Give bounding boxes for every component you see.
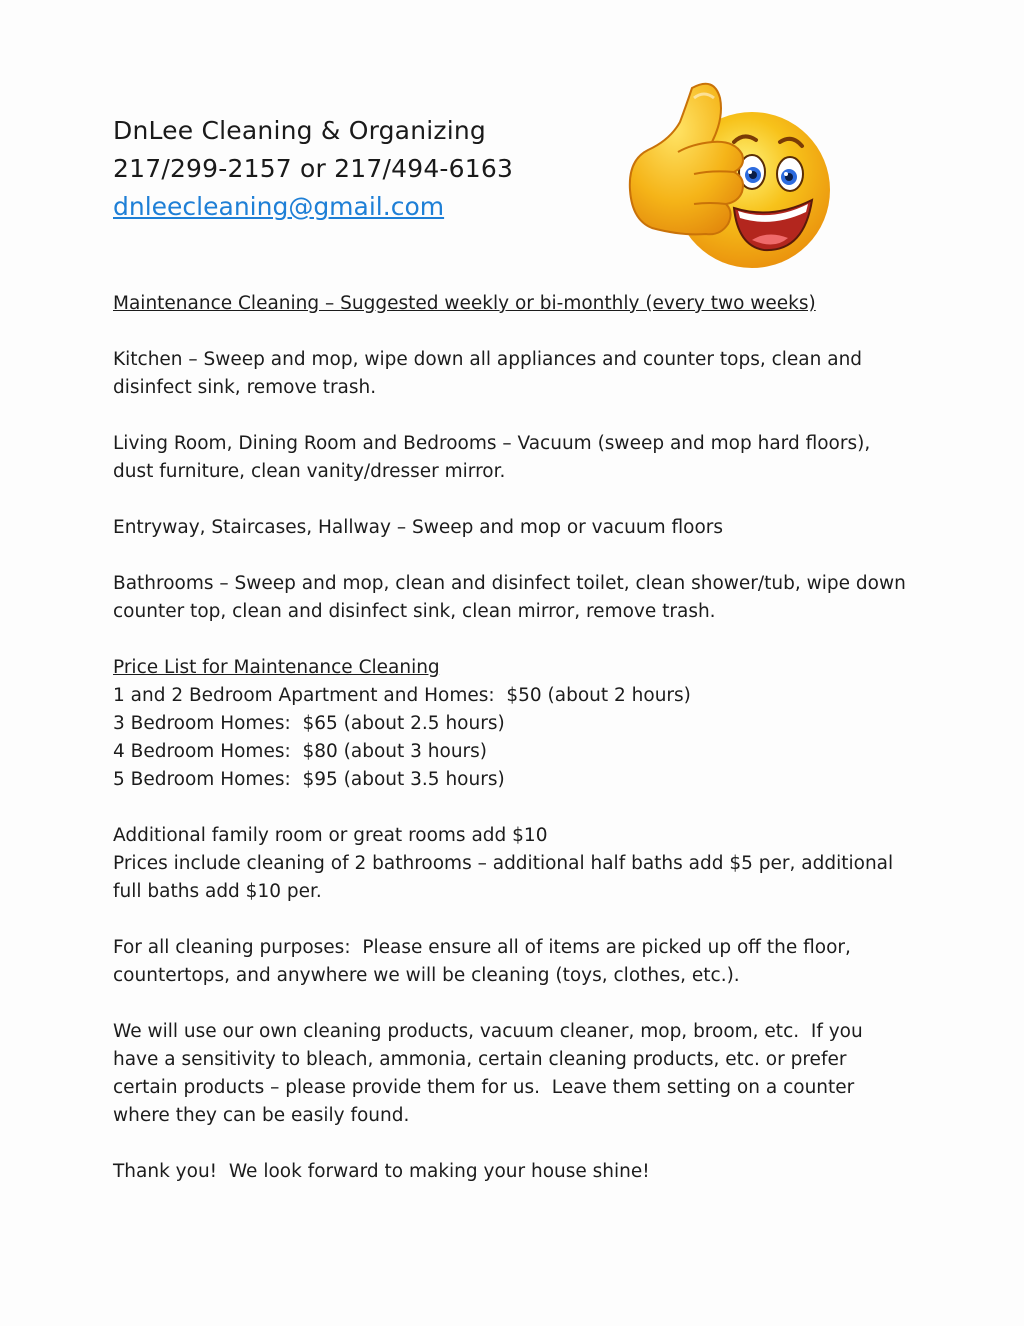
room-bathrooms: Bathrooms – Sweep and mop, clean and disinfect toilet, clean shower/tub, wipe down counter top, clean and disinfect sink, clean mirror, remove trash. <box>113 573 906 622</box>
phone-numbers: 217/299-2157 or 217/494-6163 <box>113 154 514 183</box>
company-name: DnLee Cleaning & Organizing <box>113 116 486 145</box>
letterhead <box>113 112 613 226</box>
additional-room-note: Additional family room or great rooms add $10 <box>113 825 548 846</box>
price-list-title: Price List for Maintenance Cleaning <box>113 657 440 678</box>
room-kitchen: Kitchen – Sweep and mop, wipe down all appliances and counter tops, clean and disinfect sink, remove trash. <box>113 349 863 398</box>
section-heading: Maintenance Cleaning – Suggested weekly or bi-monthly (every two weeks) <box>113 293 816 314</box>
price-item: 4 Bedroom Homes: $80 (about 3 hours) <box>113 741 488 762</box>
price-item: 3 Bedroom Homes: $65 (about 2.5 hours) <box>113 713 505 734</box>
email-link[interactable]: dnleecleaning@gmail.com <box>113 192 445 221</box>
cleaning-purposes-note: For all cleaning purposes: Please ensure all of items are picked up off the floor, countertops, and anywhere we will be cleaning (toys, clothes, etc.). <box>113 937 857 986</box>
products-note: We will use our own cleaning products, vacuum cleaner, mop, broom, etc. If you have a sensitivity to bleach, ammonia, certain cleaning products, etc. or prefer certain products – please provide them for us. Leave them setting on a counter where they can be easily found. <box>113 1021 869 1126</box>
price-item: 1 and 2 Bedroom Apartment and Homes: $50 (about 2 hours) <box>113 685 691 706</box>
room-living-dining-bedrooms: Living Room, Dining Room and Bedrooms – Vacuum (sweep and mop hard floors), dust furniture, clean vanity/dresser mirror. <box>113 433 871 482</box>
bathroom-pricing-note: Prices include cleaning of 2 bathrooms – additional half baths add $5 per, additional full baths add $10 per. <box>113 853 894 902</box>
thumbs-up-smiley-icon <box>622 70 832 275</box>
document-body <box>113 290 913 1186</box>
room-entryway: Entryway, Staircases, Hallway – Sweep and mop or vacuum floors <box>113 517 724 538</box>
price-item: 5 Bedroom Homes: $95 (about 3.5 hours) <box>113 769 505 790</box>
thank-you-note: Thank you! We look forward to making your house shine! <box>113 1161 650 1182</box>
